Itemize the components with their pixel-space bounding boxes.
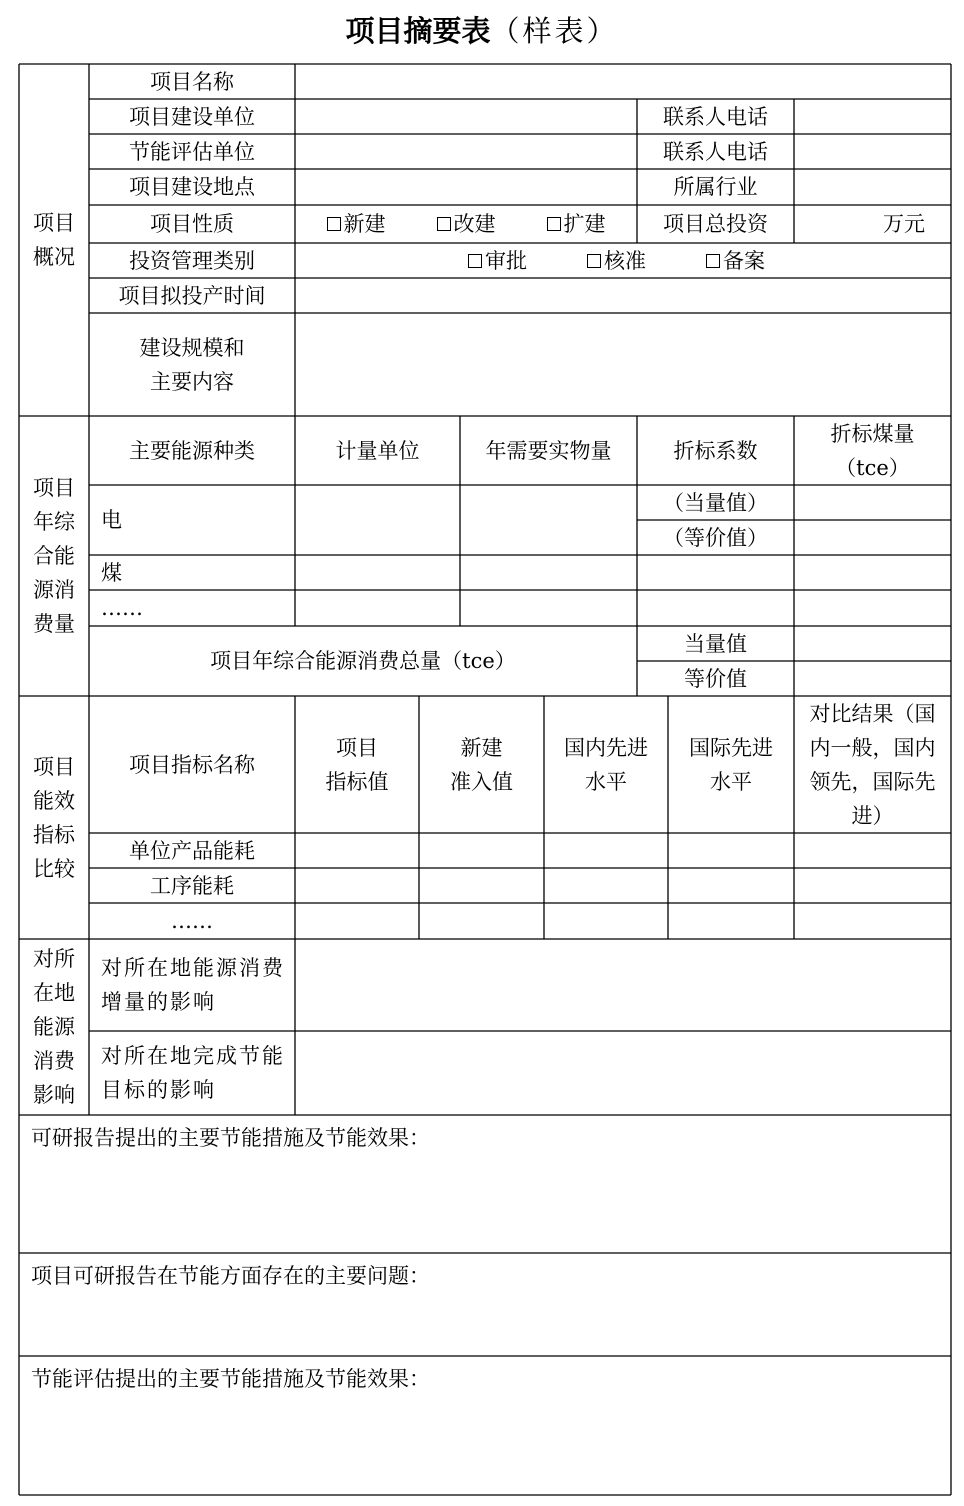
mgmt-options <box>295 243 951 278</box>
mgmt-category-label: 投资管理类别 <box>129 248 255 273</box>
checkbox-label: 新建 <box>343 212 386 236</box>
section-label-efficiency: 项目 能效 指标 比较 <box>33 754 75 881</box>
total-equiv-label: 当量值 <box>684 631 747 656</box>
electric-equiv-label: （当量值） <box>663 490 768 515</box>
nature-options <box>295 205 637 243</box>
industry-field[interactable] <box>794 169 951 205</box>
project-name-label: 项目名称 <box>150 69 234 94</box>
form-title <box>0 8 964 54</box>
energy-total-label: 项目年综合能源消费总量（tce） <box>210 649 516 673</box>
assess-unit-label: 节能评估单位 <box>129 139 255 164</box>
energy-header-coal-equivalent: 折标煤量 （tce） <box>830 421 915 480</box>
checkbox-new[interactable] <box>327 207 386 241</box>
impact-increment-label: 对所在地能源消费增量的影响 <box>101 956 285 1014</box>
energy-header-type: 主要能源种类 <box>129 438 255 463</box>
location-label: 项目建设地点 <box>129 175 255 199</box>
checkbox-label: 扩建 <box>563 212 606 236</box>
checkbox-expand[interactable] <box>547 207 606 241</box>
contact-phone-label: 联系人电话 <box>663 104 768 129</box>
energy-header-quantity: 年需要实物量 <box>485 438 612 463</box>
assess-measures-field[interactable] <box>19 1356 951 1495</box>
energy-row-coal: 煤 <box>101 560 122 585</box>
section-label-impact: 对所 在地 能源 消费 影响 <box>33 947 75 1107</box>
checkbox-icon <box>706 254 720 268</box>
impact-target-field[interactable] <box>295 1031 951 1115</box>
efficiency-header-domestic: 国内先进 水平 <box>564 735 648 794</box>
energy-row-more: …… <box>101 596 143 620</box>
production-time-label: 项目拟投产时间 <box>118 283 266 308</box>
efficiency-header-international: 国际先进 水平 <box>689 735 773 794</box>
checkbox-record[interactable] <box>706 244 765 278</box>
energy-header-coefficient: 折标系数 <box>673 438 758 463</box>
location-field[interactable] <box>295 169 637 205</box>
industry-label: 所属行业 <box>673 175 758 199</box>
production-time-field[interactable] <box>295 278 951 313</box>
efficiency-header-comparison: 对比结果（国 内一般，国内 领先，国际先 进） <box>809 701 936 828</box>
report-measures-label: 可研报告提出的主要节能措施及节能效果： <box>31 1126 430 1150</box>
contact-phone-field[interactable] <box>794 99 951 134</box>
checkbox-label: 改建 <box>453 212 496 236</box>
section-label-energy: 项目 年综 合能 源消 费量 <box>33 476 75 636</box>
invest-unit: 万元 <box>883 212 925 236</box>
checkbox-icon <box>587 254 601 268</box>
checkbox-rebuild[interactable] <box>437 207 496 241</box>
form-title-sub: （样表） <box>490 14 619 48</box>
impact-target-label: 对所在地完成节能目标的影响 <box>101 1044 285 1102</box>
builder-unit-label: 项目建设单位 <box>129 104 255 129</box>
checkbox-label: 备案 <box>723 248 765 273</box>
energy-header-unit: 计量单位 <box>335 438 420 463</box>
project-name-field[interactable] <box>295 64 951 99</box>
checkbox-approve[interactable] <box>468 244 527 278</box>
checkbox-label: 核准 <box>604 248 646 273</box>
electric-price-label: （等价值） <box>663 525 768 550</box>
energy-row-electric: 电 <box>101 508 122 532</box>
report-problems-label: 项目可研报告在节能方面存在的主要问题： <box>31 1264 430 1288</box>
checkbox-icon <box>437 217 451 231</box>
impact-increment-field[interactable] <box>295 939 951 1031</box>
checkbox-icon <box>547 217 561 231</box>
efficiency-header-new-standard: 新建 准入值 <box>450 735 513 794</box>
efficiency-row-process: 工序能耗 <box>150 873 234 898</box>
report-measures-field[interactable] <box>19 1115 951 1253</box>
total-invest-label: 项目总投资 <box>663 212 768 236</box>
efficiency-row-unit-product: 单位产品能耗 <box>129 838 255 863</box>
scale-content-field[interactable] <box>295 313 951 416</box>
scale-content-label: 建设规模和 主要内容 <box>139 335 245 394</box>
contact-phone-field-2[interactable] <box>794 134 951 169</box>
efficiency-header-name: 项目指标名称 <box>129 752 255 777</box>
checkbox-icon <box>468 254 482 268</box>
contact-phone-label-2: 联系人电话 <box>663 139 768 164</box>
efficiency-header-value: 项目 指标值 <box>325 735 389 794</box>
total-price-label: 等价值 <box>684 666 747 691</box>
assess-measures-label: 节能评估提出的主要节能措施及节能效果： <box>31 1367 430 1391</box>
report-problems-field[interactable] <box>19 1253 951 1356</box>
checkbox-label: 审批 <box>485 248 527 273</box>
checkbox-icon <box>327 217 341 231</box>
form-title-main: 项目摘要表 <box>345 14 491 48</box>
efficiency-row-more: …… <box>171 909 213 933</box>
section-label-overview: 项目 概况 <box>33 211 75 269</box>
assess-unit-field[interactable] <box>295 134 637 169</box>
nature-label: 项目性质 <box>150 212 234 236</box>
checkbox-verify[interactable] <box>587 244 646 278</box>
builder-unit-field[interactable] <box>295 99 637 134</box>
